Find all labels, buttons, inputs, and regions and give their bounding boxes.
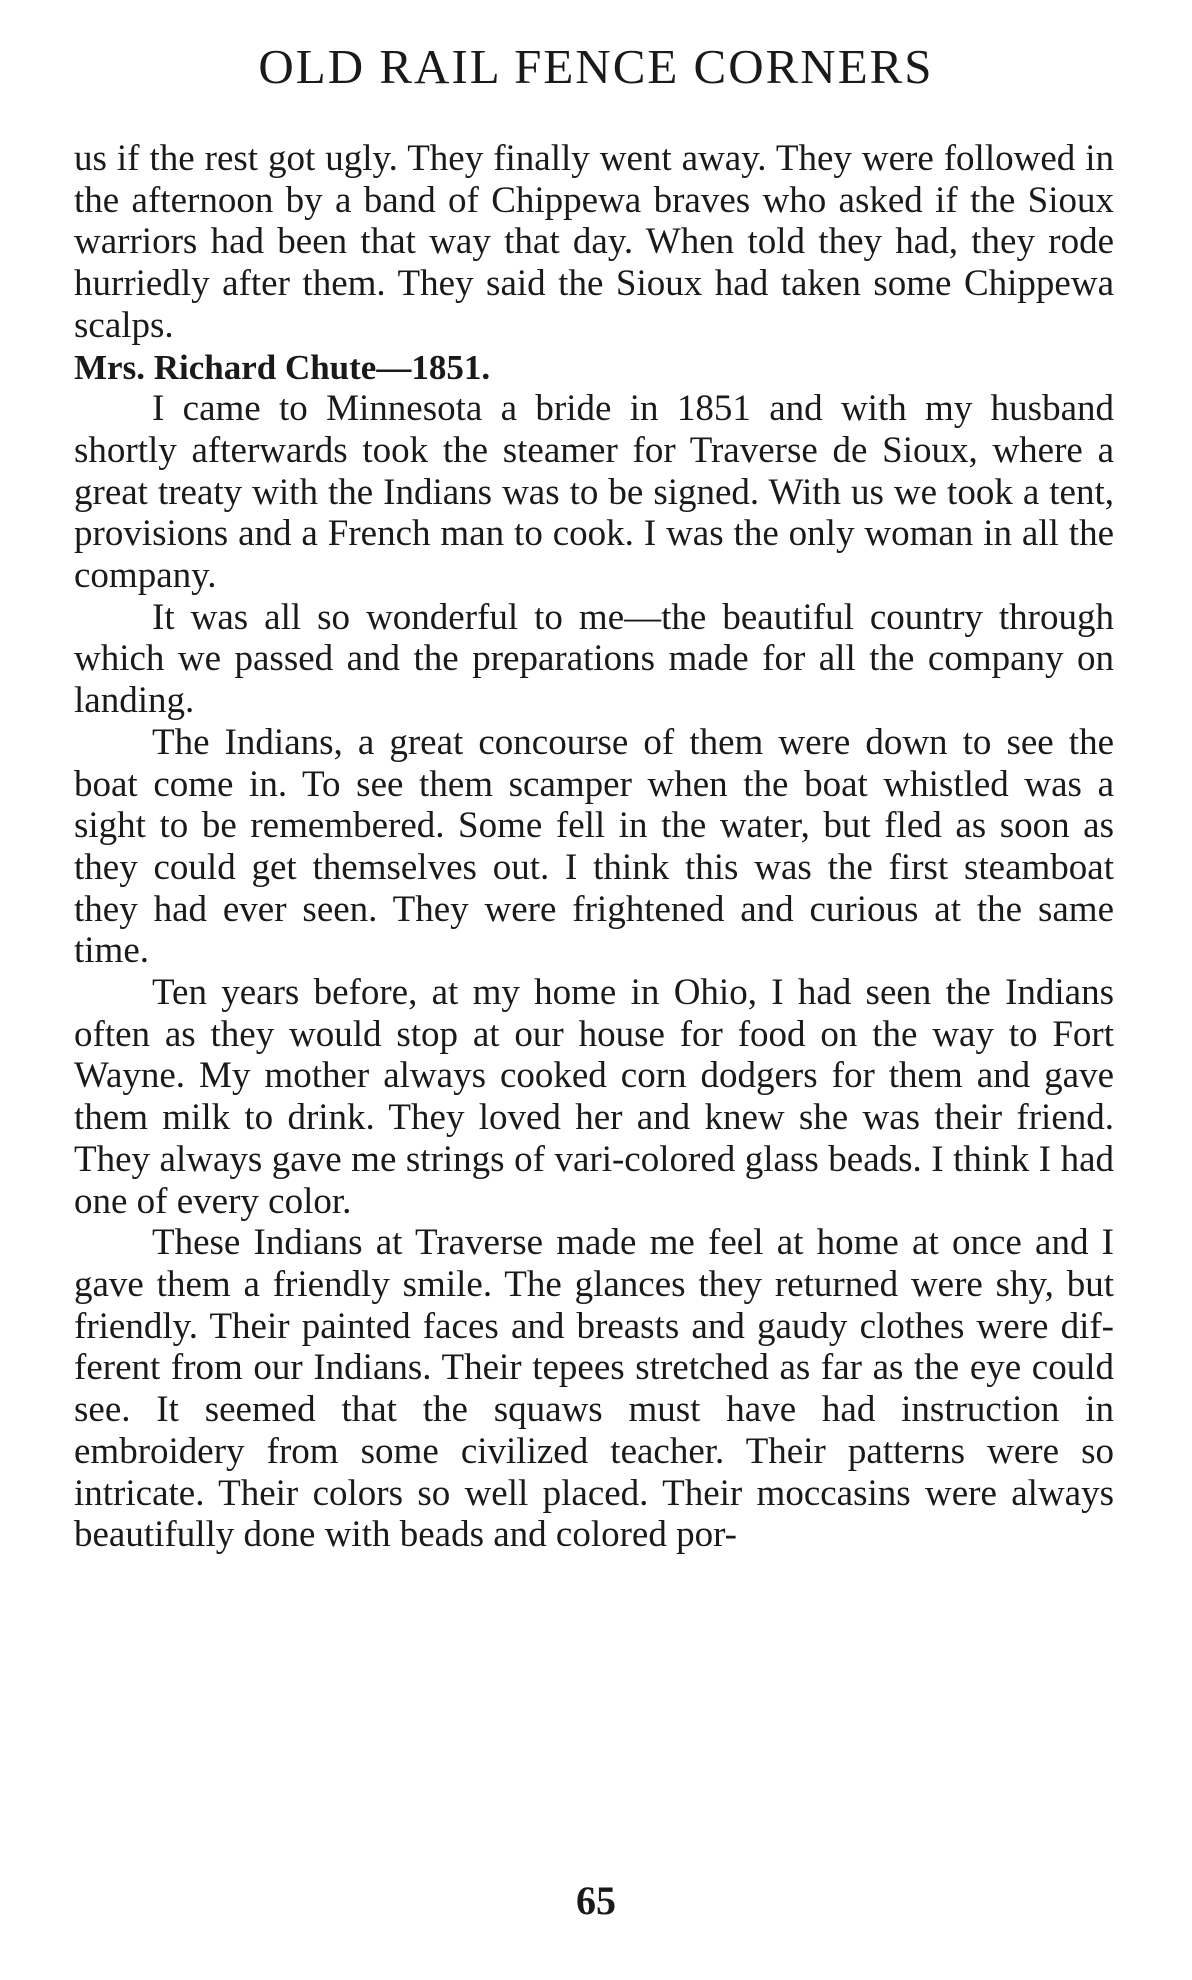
body-text — [74, 138, 1114, 1556]
section-heading: Mrs. Richard Chute—1851. — [74, 347, 491, 387]
paragraph: These Indians at Traverse made me feel at home at once and I gave them a friendly smile. The glances they returned were shy, but friendly. Their painted faces and breasts and gaudy clothes were different from our Indians. Their tepees stretched as far as the eye could see. It seemed that the squaws must have had instruction in embroidery from some civilized teacher. Their patterns were so intricate. Their colors so well placed. Their moccasins were always beautifully done with beads and colored por- — [74, 1222, 1114, 1556]
continued-paragraph: us if the rest got ugly. They finally went away. They were followed in the afternoon by a band of Chippewa braves who asked if the Sioux warriors had been that way that day. When told they had, they rode hurriedly after them. They said the Sioux had taken some Chippewa scalps. — [74, 138, 1114, 346]
page-number: 65 — [576, 1878, 616, 1923]
paragraph: It was all so wonderful to me—the beautiful country through which we passed and the preparations made for all the company on landing. — [74, 596, 1114, 722]
paragraph: The Indians, a great concourse of them were down to see the boat come in. To see them scamper when the boat whistled was a sight to be remembered. Some fell in the water, but fled as soon as they could get themselves out. I think this was the first steamboat they had ever seen. They were frightened and curious at the same time. — [74, 721, 1114, 972]
running-head: OLD RAIL FENCE CORNERS — [258, 39, 934, 94]
paragraph: Ten years before, at my home in Ohio, I had seen the Indians often as they would stop at our house for food on the way to Fort Wayne. My mother always cooked corn dodgers for them and gave them milk to drink. They loved her and knew she was their friend. They always gave me strings of vari-colored glass beads. I think I had one of every color. — [74, 972, 1114, 1222]
paragraph: I came to Minnesota a bride in 1851 and with my husband shortly afterwards took the steamer for Traverse de Sioux, where a great treaty with the Indians was to be signed. With us we took a tent, provisions and a French man to cook. I was the only woman in all the company. — [74, 388, 1114, 597]
